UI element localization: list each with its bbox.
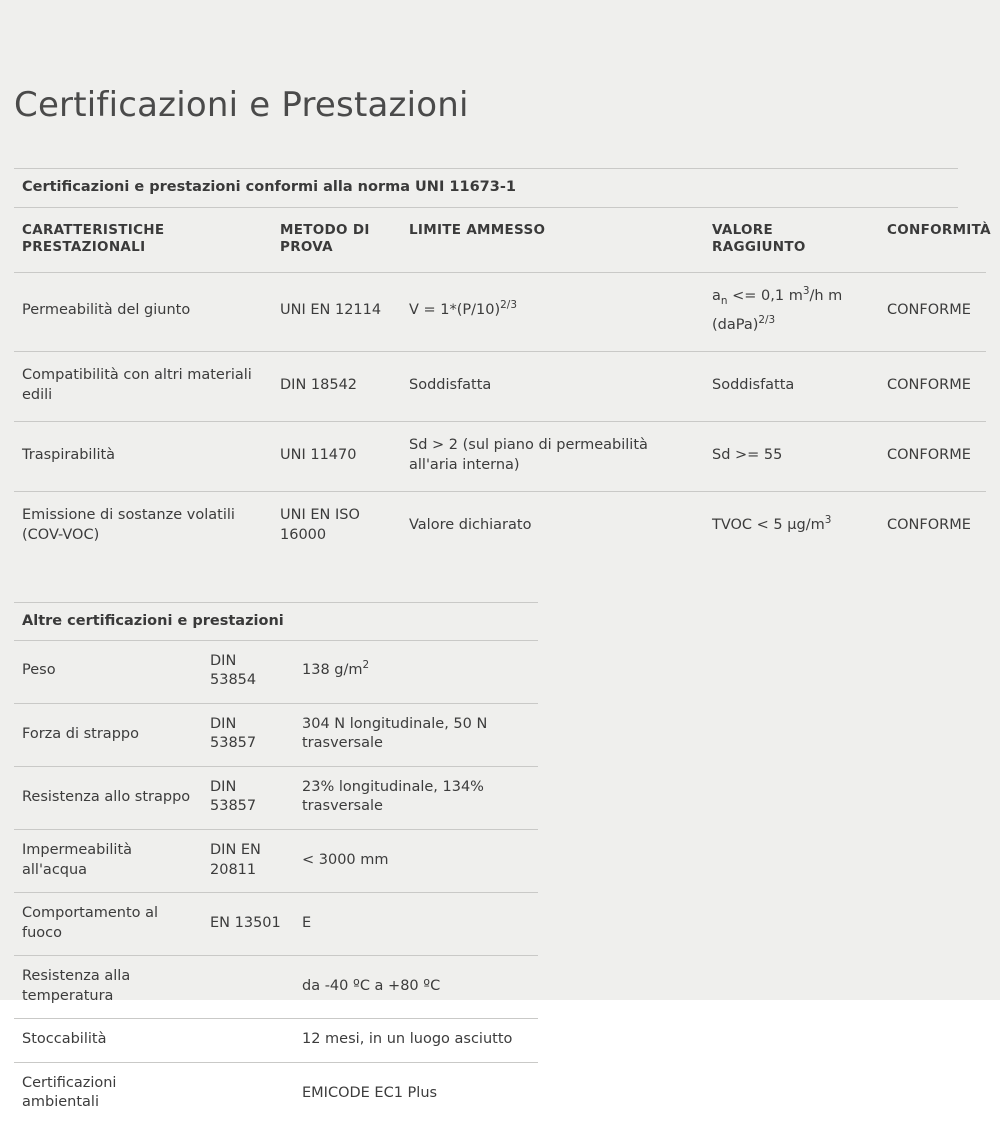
list-item (14, 641, 538, 704)
certification-table-caption: Certificazioni e prestazioni conformi alla norma UNI 11673-1 (14, 168, 958, 208)
cell-limite (401, 273, 704, 352)
column-header-limite: LIMITE AMMESSO (401, 208, 704, 273)
page-title: Certificazioni e Prestazioni (14, 84, 469, 125)
cell-norma (202, 1019, 294, 1063)
list-item (14, 703, 538, 766)
cell-metodo: DIN 18542 (272, 352, 401, 422)
cell-norma: DIN 53854 (202, 641, 294, 704)
cell-valore: < 3000 mm (294, 829, 538, 892)
cell-valore: EMICODE EC1 Plus (302, 1084, 438, 1101)
cell-label: Resistenza allo strappo (14, 766, 202, 829)
cell-limite: Sd > 2 (sul piano di permeabilità all'aria interna) (401, 422, 704, 492)
valore-exponent: 3 (802, 285, 810, 298)
cell-norma: DIN EN 20811 (202, 829, 294, 892)
table-row (14, 352, 986, 422)
cell-label: Impermeabilità all'acqua (14, 829, 202, 892)
column-header-caratteristiche: CARATTERISTICHE PRESTAZIONALI (14, 208, 272, 273)
cell-valore: Soddisfatta (704, 352, 879, 422)
other-certifications-block (0, 602, 552, 1125)
cell-valore: 12 mesi, in un luogo asciutto (294, 1019, 538, 1063)
column-header-conformita: CONFORMITÀ (879, 208, 986, 273)
list-item (14, 829, 538, 892)
valore-exponent: 2 (362, 659, 370, 672)
list-item (14, 1019, 538, 1063)
cell-norma: DIN 53857 (202, 703, 294, 766)
list-item (14, 956, 538, 1019)
cell-valore (704, 492, 879, 562)
cell-metodo: UNI EN 12114 (272, 273, 401, 352)
cell-caratteristica: Emissione di sostanze volatili (COV-VOC) (22, 507, 235, 544)
valore-subscript: n (720, 294, 728, 307)
cell-limite: Valore dichiarato (409, 517, 532, 534)
table-row (14, 422, 986, 492)
cell-valore (704, 273, 879, 352)
cell-label: Certificazioni ambientali (22, 1074, 117, 1111)
table-row (14, 273, 986, 352)
table-row (14, 492, 986, 562)
cell-norma (202, 956, 294, 1019)
cell-caratteristica: Permeabilità del giunto (14, 273, 272, 352)
cell-norma: EN 13501 (202, 893, 294, 956)
other-certifications-table (14, 641, 538, 1125)
cell-label: Forza di strappo (14, 703, 202, 766)
list-item (14, 766, 538, 829)
limite-exponent: 2/3 (500, 299, 517, 312)
certification-table-block (0, 168, 991, 562)
limite-text: V = 1*(P/10) (409, 302, 501, 319)
cell-norma: DIN 53857 (202, 766, 294, 829)
valore-line2 (712, 313, 871, 336)
cell-label: Resistenza alla temperatura (14, 956, 202, 1019)
cell-metodo: UNI 11470 (272, 422, 401, 492)
valore-line2-text: (daPa) (712, 316, 759, 333)
valore-line2-exponent: 2/3 (758, 313, 776, 326)
cell-conformita: CONFORME (879, 422, 986, 492)
valore-text: TVOC < 5 µg/m (712, 517, 825, 534)
cell-limite: Soddisfatta (401, 352, 704, 422)
cell-label: Stoccabilità (14, 1019, 202, 1063)
table-header-row (14, 208, 986, 273)
column-header-valore: VALORE RAGGIUNTO (704, 208, 879, 273)
cell-norma (202, 1062, 294, 1125)
list-item (14, 893, 538, 956)
valore-text: 138 g/m (302, 662, 363, 679)
other-certifications-caption: Altre certificazioni e prestazioni (14, 602, 538, 641)
cell-conformita: CONFORME (879, 352, 986, 422)
cell-valore: 304 N longitudinale, 50 N trasversale (294, 703, 538, 766)
cell-valore (294, 641, 538, 704)
cell-caratteristica: Traspirabilità (14, 422, 272, 492)
cell-label: Comportamento al fuoco (14, 893, 202, 956)
valore-mid: <= 0,1 m (727, 288, 803, 305)
list-item (14, 1062, 538, 1125)
cell-label: Peso (14, 641, 202, 704)
cell-metodo: UNI EN ISO 16000 (280, 507, 360, 544)
cell-valore: da -40 ºC a +80 ºC (294, 956, 538, 1019)
valore-line1 (712, 287, 871, 307)
cell-conformita: CONFORME (879, 273, 986, 352)
certification-table (14, 208, 991, 562)
cell-valore: 23% longitudinale, 134% trasversale (294, 766, 538, 829)
column-header-metodo: METODO DI PROVA (272, 208, 401, 273)
cell-conformita: CONFORME (887, 517, 971, 534)
cell-caratteristica: Compatibilità con altri materiali edili (14, 352, 272, 422)
valore-exponent: 3 (824, 514, 832, 527)
valore-symbol: a (712, 288, 721, 305)
valore-post: /h m (809, 288, 843, 305)
cell-valore: Sd >= 55 (704, 422, 879, 492)
cell-valore: E (294, 893, 538, 956)
